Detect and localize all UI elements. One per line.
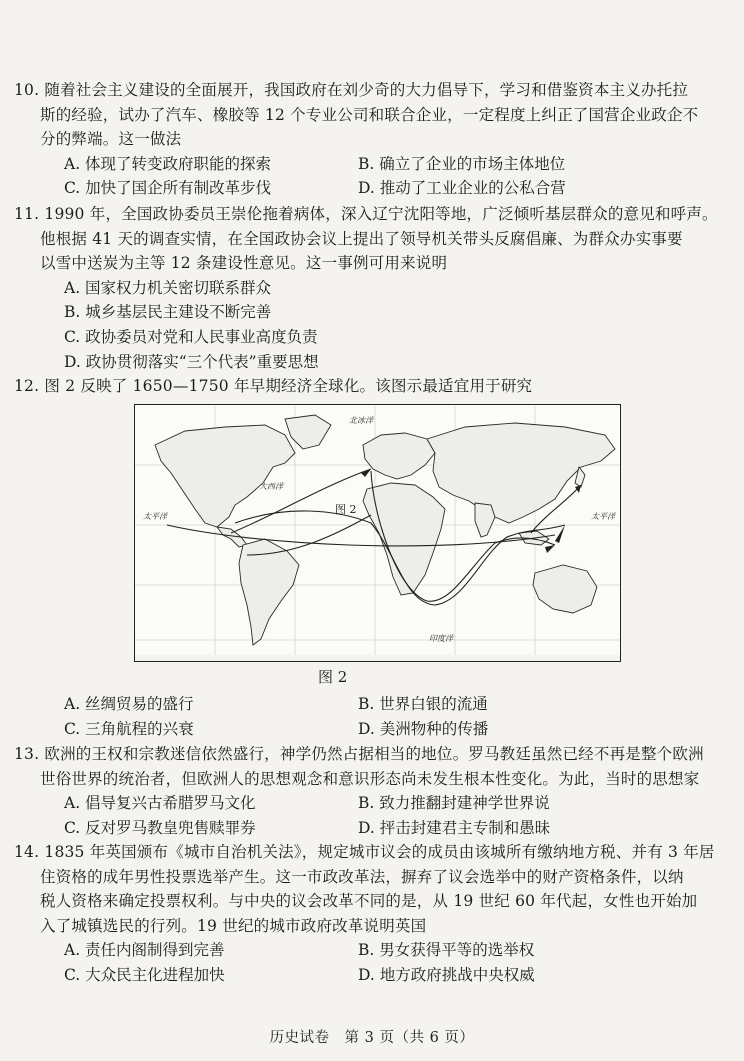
option-12-a[interactable]: A. 丝绸贸易的盛行 <box>64 695 194 713</box>
arrowhead-4 <box>575 485 581 493</box>
option-13-d[interactable]: D. 抨击封建君主专制和愚昧 <box>358 818 551 837</box>
option-11-b[interactable]: B. 城乡基层民主建设不断完善 <box>64 303 272 322</box>
greenland-landmass <box>285 415 331 449</box>
question-10-line-3: 分的弊端。这一做法 <box>40 130 182 149</box>
question-11 <box>14 202 730 374</box>
question-14 <box>14 840 730 988</box>
option-14-c[interactable]: C. 大众民主化进程加快 <box>64 965 225 984</box>
option-10-a[interactable]: A. 体现了转变政府职能的探索 <box>64 154 272 173</box>
question-14-line-4: 入了城镇选民的行列。19 世纪的城市政府改革说明英国 <box>40 916 427 935</box>
question-12-options-row-2 <box>14 717 730 742</box>
question-13-line-1: 13. 欧洲的王权和宗教迷信依然盛行，神学仍然占据相当的地位。罗马教廷虽然已经不再是整个欧洲 <box>14 745 704 763</box>
page-footer: 历史试卷 第 3 页（共 6 页） <box>269 1030 475 1046</box>
label-atlantic: 大西洋 <box>259 482 283 491</box>
europe-landmass <box>363 433 435 479</box>
label-arctic: 北冰洋 <box>349 416 373 425</box>
option-11-c[interactable]: C. 政协委员对党和人民事业高度负责 <box>64 327 318 346</box>
australia-landmass <box>533 565 597 613</box>
question-11-line-1: 11. 1990 年，全国政协委员王崇伦拖着病体，深入辽宁沈阳等地，广泛倾听基层群众的意见和呼声。 <box>14 205 718 223</box>
question-12-options-row-1 <box>14 692 730 717</box>
question-14-options-row-1 <box>14 938 730 963</box>
arrowhead-3 <box>545 545 555 553</box>
north-america-landmass <box>155 425 295 527</box>
question-14-line-3: 税人资格来确定投票权利。与中央的议会改革不同的是，从 19 世纪 60 年代起，女性也开始加 <box>40 892 698 911</box>
question-13-options-row-2 <box>14 816 730 841</box>
question-14-options-row-2 <box>14 963 730 988</box>
question-10-options-row-1 <box>14 152 730 177</box>
option-10-b[interactable]: B. 确立了企业的市场主体地位 <box>358 154 566 173</box>
question-11-line-3: 以雪中送炭为主等 12 条建设性意见。这一事例可用来说明 <box>40 254 448 273</box>
option-13-a[interactable]: A. 倡导复兴古希腊罗马文化 <box>64 794 256 813</box>
map-continents <box>135 415 620 661</box>
arrowhead-2 <box>555 525 565 543</box>
question-12 <box>14 374 730 399</box>
option-10-d[interactable]: D. 推动了工业企业的公私合营 <box>358 179 566 198</box>
option-12-b[interactable]: B. 世界白银的流通 <box>358 695 488 713</box>
figure-inner-label: 图 2 <box>335 503 357 516</box>
africa-landmass <box>363 483 445 595</box>
figure-caption: 图 2 <box>318 668 348 686</box>
label-indian: 印度洋 <box>429 634 453 643</box>
label-pacific-east: 太平洋 <box>591 512 615 521</box>
antarctica-edge <box>135 655 620 661</box>
question-13-options-row-1 <box>14 791 730 816</box>
option-14-b[interactable]: B. 男女获得平等的选举权 <box>358 941 535 960</box>
india-landmass <box>475 503 495 537</box>
question-14-line-1: 14. 1835 年英国颁布《城市自治机关法》，规定城市议会的成员由该城所有缴纳地方税、并有 3 年居 <box>14 843 715 861</box>
question-14-line-2: 住资格的成年男性投票选举产生。这一市政改革法，摒弃了议会选举中的财产资格条件，以纳 <box>40 867 684 886</box>
option-11-a[interactable]: A. 国家权力机关密切联系群众 <box>64 278 272 297</box>
option-12-d[interactable]: D. 美洲物种的传播 <box>358 719 489 738</box>
world-map-figure <box>134 404 621 662</box>
option-11-d[interactable]: D. 政协贯彻落实“三个代表”重要思想 <box>64 352 319 371</box>
question-10-options-row-2 <box>14 176 730 201</box>
option-12-c[interactable]: C. 三角航程的兴衰 <box>64 719 194 738</box>
question-10 <box>14 78 730 201</box>
option-14-d[interactable]: D. 地方政府挑战中央权威 <box>358 965 535 984</box>
question-10-line-1: 10. 随着社会主义建设的全面展开，我国政府在刘少奇的大力倡导下，学习和借鉴资本主义办托拉 <box>14 81 689 99</box>
question-10-line-2: 斯的经验，试办了汽车、橡胶等 12 个专业公司和联合企业，一定程度上纠正了国营企业政企不 <box>40 105 699 124</box>
world-map <box>135 405 620 661</box>
question-12-options <box>14 692 730 741</box>
question-13-line-2: 世俗世界的统治者，但欧洲人的思想观念和意识形态尚未发生根本性变化。为此，当时的思想家 <box>40 769 700 788</box>
question-13 <box>14 742 730 840</box>
option-10-c[interactable]: C. 加快了国企所有制改革步伐 <box>64 179 272 198</box>
question-12-line-1: 12. 图 2 反映了 1650—1750 年早期经济全球化。该图示最适宜用于研究 <box>14 377 533 395</box>
arrowhead-1 <box>361 469 371 477</box>
question-11-line-2: 他根据 41 天的调查实情，在全国政协会议上提出了领导机关带头反腐倡廉、为群众办实事要 <box>40 229 683 248</box>
option-14-a[interactable]: A. 责任内阁制得到完善 <box>64 941 225 960</box>
option-13-b[interactable]: B. 致力推翻封建神学世界说 <box>358 794 550 813</box>
label-pacific-west: 太平洋 <box>143 512 167 521</box>
option-13-c[interactable]: C. 反对罗马教皇兜售赎罪券 <box>64 818 256 837</box>
